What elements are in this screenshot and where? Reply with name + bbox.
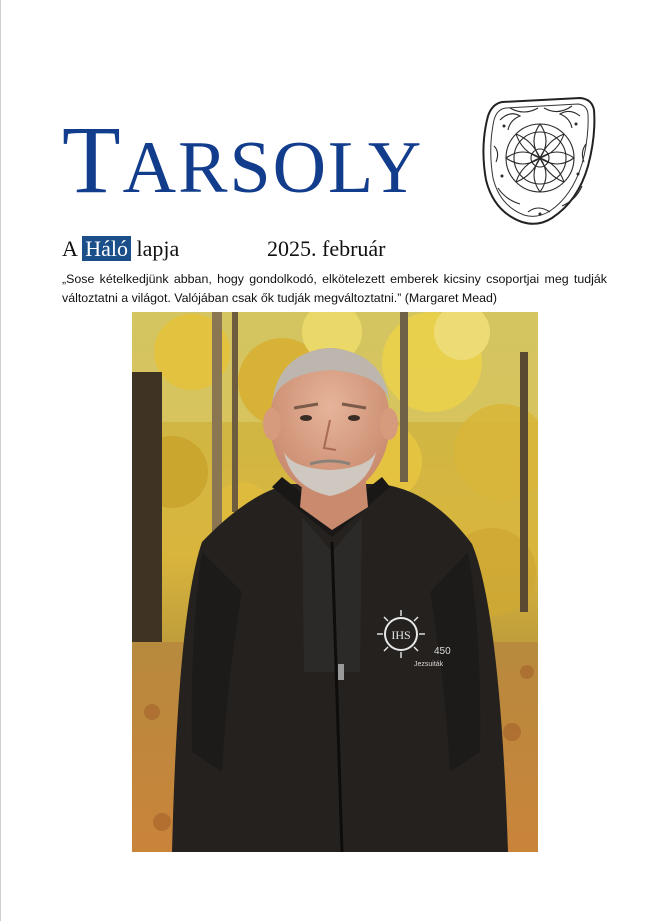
svg-text:IHS: IHS xyxy=(391,628,411,642)
pub-suffix: lapja xyxy=(136,236,180,261)
publication-line xyxy=(62,236,179,262)
halo-highlight: Háló xyxy=(82,236,131,261)
cover-photo xyxy=(132,312,538,852)
logo-number: 450 xyxy=(434,646,451,657)
pub-prefix: A xyxy=(62,236,77,261)
motto-quote: „Sose kételkedjünk abban, hogy gondolkodó, elkötelezett emberek kicsiny csoportjai meg tudják változtatni a világot. Valójában csak ők tudják megváltoztatni.” (Margaret Mead) xyxy=(62,272,607,305)
issue-subheader xyxy=(62,234,622,264)
title-initial: T xyxy=(62,106,123,213)
issue-date: 2025. február xyxy=(267,236,386,261)
title-rest: ARSOLY xyxy=(122,127,424,209)
masthead-title xyxy=(62,106,424,213)
page-edge xyxy=(0,0,1,921)
ornamental-pouch-plate-icon xyxy=(480,96,598,230)
logo-text: Jezsuiták xyxy=(414,661,444,668)
